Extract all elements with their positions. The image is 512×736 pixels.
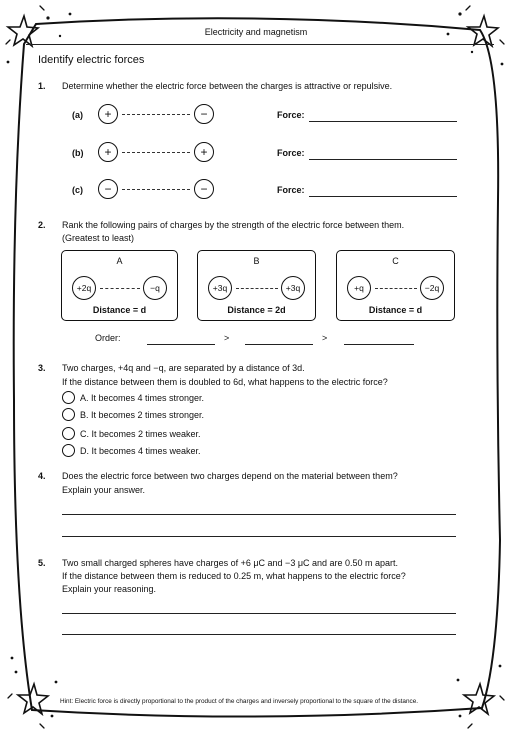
q2-box-b-connector — [236, 288, 278, 289]
q1a-answer-line[interactable] — [309, 121, 457, 122]
q2-order-gt-1: > — [224, 333, 230, 343]
q2-prompt-line2: (Greatest to least) — [62, 233, 135, 243]
q1c-label: (c) — [72, 185, 83, 195]
q2-order-blank-2[interactable] — [245, 344, 313, 345]
q1b-force-label: Force: — [277, 148, 305, 158]
q4-prompt-line2: Explain your answer. — [62, 485, 146, 495]
q1a-connector — [122, 114, 190, 115]
q2-box-c-distance: Distance = d — [368, 305, 423, 315]
q1b-label: (b) — [72, 148, 84, 158]
q1-prompt: Determine whether the electric force between the charges is attractive or repulsive. — [62, 81, 393, 91]
q1a-right-charge: − — [194, 104, 214, 124]
q1a-left-charge: + — [98, 104, 118, 124]
q1c-answer-line[interactable] — [309, 196, 457, 197]
q1c-connector — [122, 189, 190, 190]
q5-number: 5. — [38, 558, 46, 568]
q2-box-c-right-charge: −2q — [420, 276, 444, 300]
q2-box-c — [336, 250, 455, 321]
q3-option-a-radio[interactable] — [62, 391, 75, 404]
q3-option-b-radio[interactable] — [62, 408, 75, 421]
worksheet-header: Electricity and magnetism — [204, 27, 308, 37]
q2-box-a-connector — [100, 288, 140, 289]
q2-box-a — [61, 250, 178, 321]
q1c-right-charge: − — [194, 179, 214, 199]
q1-number: 1. — [38, 81, 46, 91]
q1b-answer-line[interactable] — [309, 159, 457, 160]
q2-box-b-title: B — [253, 256, 260, 266]
q2-box-a-left-charge: +2q — [72, 276, 96, 300]
q2-box-c-connector — [375, 288, 417, 289]
q2-box-a-distance: Distance = d — [92, 305, 147, 315]
q2-box-c-left-charge: +q — [347, 276, 371, 300]
q5-answer-line-2[interactable] — [62, 634, 456, 635]
q2-box-a-right-charge: −q — [143, 276, 167, 300]
q2-box-b — [197, 250, 316, 321]
q5-prompt-line3: Explain your reasoning. — [62, 584, 157, 594]
q2-box-c-title: C — [392, 256, 399, 266]
q1b-connector — [122, 152, 190, 153]
q3-option-d-label[interactable]: D. It becomes 4 times weaker. — [80, 446, 201, 456]
q1b-right-charge: + — [194, 142, 214, 162]
q1a-force-label: Force: — [277, 110, 305, 120]
q1b-left-charge: + — [98, 142, 118, 162]
q3-number: 3. — [38, 363, 46, 373]
q4-number: 4. — [38, 471, 46, 481]
page-title: Identify electric forces — [38, 54, 145, 66]
q3-option-d-radio[interactable] — [62, 444, 75, 457]
q3-option-b-label[interactable]: B. It becomes 2 times stronger. — [80, 410, 205, 420]
q4-prompt-line1: Does the electric force between two charges depend on the material between them? — [62, 471, 398, 481]
q1c-left-charge: − — [98, 179, 118, 199]
q2-box-a-title: A — [116, 256, 123, 266]
q2-order-label: Order: — [95, 333, 121, 343]
q2-number: 2. — [38, 220, 46, 230]
q2-box-b-distance: Distance = 2d — [227, 305, 286, 315]
q2-prompt-line1: Rank the following pairs of charges by the strength of the electric force between them. — [62, 220, 405, 230]
q3-option-a-label[interactable]: A. It becomes 4 times stronger. — [80, 393, 205, 403]
q2-box-b-right-charge: +3q — [281, 276, 305, 300]
q5-answer-line-1[interactable] — [62, 613, 456, 614]
q5-prompt-line2: If the distance between them is reduced to 0.25 m, what happens to the electric force? — [62, 571, 406, 581]
q1c-force-label: Force: — [277, 185, 305, 195]
q3-prompt-line2: If the distance between them is doubled to 6d, what happens to the electric force? — [62, 377, 388, 387]
q2-box-b-left-charge: +3q — [208, 276, 232, 300]
q3-prompt-line1: Two charges, +4q and −q, are separated by a distance of 3d. — [62, 363, 305, 373]
q2-order-gt-2: > — [322, 333, 328, 343]
q1a-label: (a) — [72, 110, 83, 120]
q4-answer-line-1[interactable] — [62, 514, 456, 515]
q5-prompt-line1: Two small charged spheres have charges of +6 μC and −3 μC and are 0.50 m apart. — [62, 558, 399, 568]
q4-answer-line-2[interactable] — [62, 536, 456, 537]
q2-order-blank-1[interactable] — [147, 344, 215, 345]
q3-option-c-label[interactable]: C. It becomes 2 times weaker. — [80, 429, 201, 439]
header-divider — [26, 44, 494, 45]
q3-option-c-radio[interactable] — [62, 427, 75, 440]
hint-footer: Hint: Electric force is directly proportional to the product of the charges and inversely proportional to the square of the distance. — [60, 698, 419, 705]
q2-order-blank-3[interactable] — [344, 344, 414, 345]
